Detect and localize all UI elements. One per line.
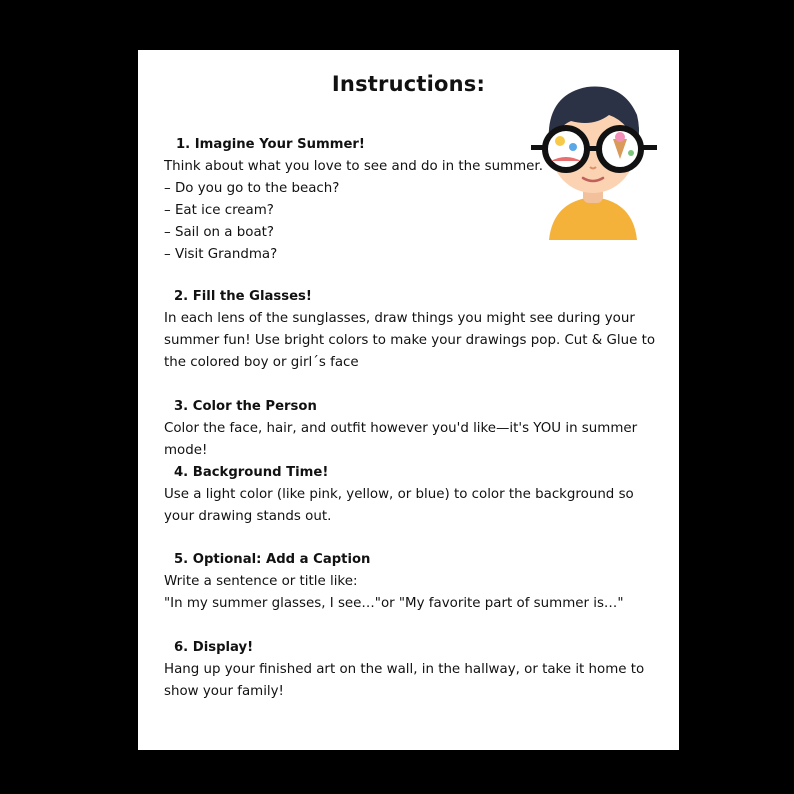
section-2 bbox=[164, 286, 664, 374]
instruction-sheet bbox=[138, 50, 679, 750]
section-1-line-3: – Eat ice cream? bbox=[164, 203, 274, 218]
section-6-body: Hang up your finished art on the wall, in the hallway, or take it home to show your family! bbox=[164, 662, 645, 699]
section-5-heading: 5. Optional: Add a Caption bbox=[174, 552, 371, 567]
section-1-line-5: – Visit Grandma? bbox=[164, 247, 278, 262]
section-2-heading: 2. Fill the Glasses! bbox=[174, 289, 312, 304]
section-1 bbox=[164, 134, 664, 266]
section-4-body: Use a light color (like pink, yellow, or blue) to color the background so your drawing stands out. bbox=[164, 487, 634, 524]
section-3-body: Color the face, hair, and outfit however you'd like—it's YOU in summer mode! bbox=[164, 421, 638, 458]
section-5-line-2: "In my summer glasses, I see…"or "My favorite part of summer is…" bbox=[164, 596, 624, 611]
section-1-line-1: Think about what you love to see and do in the summer. bbox=[164, 159, 543, 174]
section-4-heading: 4. Background Time! bbox=[174, 465, 329, 480]
section-5-line-1: Write a sentence or title like: bbox=[164, 574, 358, 589]
section-5 bbox=[164, 549, 664, 615]
section-3 bbox=[164, 396, 664, 462]
section-1-heading: 1. Imagine Your Summer! bbox=[176, 137, 365, 152]
section-6 bbox=[164, 637, 664, 703]
section-2-body: In each lens of the sunglasses, draw things you might see during your summer fun! Use bright colors to make your drawings pop. Cut & Glue to the colored boy or girl´s face bbox=[164, 311, 656, 370]
section-1-line-4: – Sail on a boat? bbox=[164, 225, 275, 240]
section-1-line-2: – Do you go to the beach? bbox=[164, 181, 340, 196]
section-6-heading: 6. Display! bbox=[174, 640, 254, 655]
section-3-heading: 3. Color the Person bbox=[174, 399, 317, 414]
page-title: Instructions: bbox=[331, 72, 486, 96]
section-4 bbox=[164, 462, 664, 528]
